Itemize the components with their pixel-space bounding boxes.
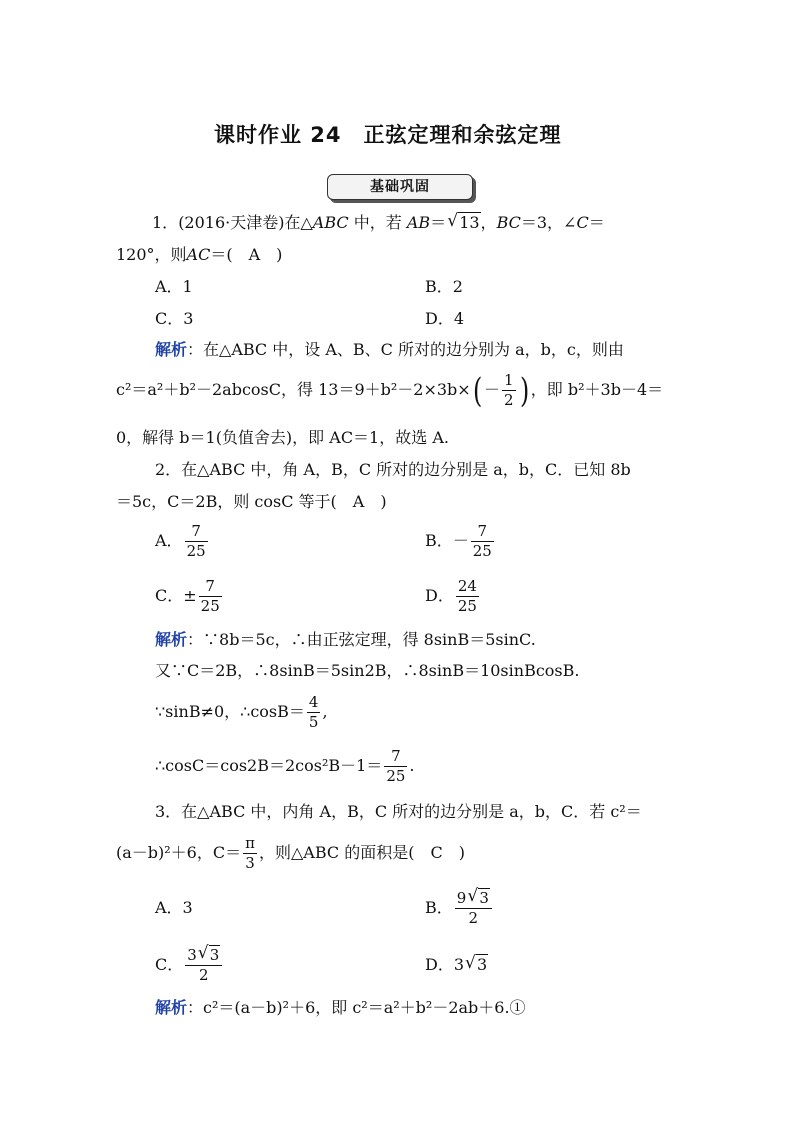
q2-sol-text: . bbox=[409, 756, 415, 775]
q1-solution-line3: 0，解得 b＝1(负值舍去)，即 AC＝1，故选 A. bbox=[116, 428, 449, 447]
q3-option-c bbox=[155, 944, 224, 986]
sqrt-13: √ 13 bbox=[447, 211, 480, 232]
option-label: C．± bbox=[155, 586, 197, 605]
fraction-pi-3: $\frac{\pi}{3}$ bbox=[245, 834, 255, 872]
q1-eq: ＝ bbox=[588, 213, 605, 232]
option-label: B． bbox=[425, 898, 453, 917]
q2-sol-text: , bbox=[322, 702, 328, 721]
q2-stem-line1: 2．在△ABC 中，角 A，B，C 所对的边分别是 a，b，C．已知 8b bbox=[155, 460, 631, 479]
q3-stem-line1: 3．在△ABC 中，内角 A，B，C 所对的边分别是 a，b，C．若 c²＝ bbox=[155, 802, 642, 821]
option-label: D． bbox=[425, 586, 454, 605]
q2-solution-line1 bbox=[155, 630, 536, 650]
q3-solution-line1 bbox=[155, 998, 526, 1018]
section-badge: 基础巩固 bbox=[327, 174, 473, 200]
q2-option-c bbox=[155, 577, 224, 616]
left-paren: ( bbox=[472, 370, 482, 411]
q1-ac: AC bbox=[186, 245, 211, 264]
q1-solution-line2: c²＝a²＋b²－2abcosC，得 13＝9＋b²－2×3b×( － $\frac{1}{2}$ ) ，即 b²＋3b－4＝ bbox=[116, 370, 664, 411]
q1-option-b: B．2 bbox=[425, 277, 463, 296]
q1-text: ＝3，∠ bbox=[520, 213, 577, 232]
q1-option-a: A．1 bbox=[155, 277, 193, 296]
q2-sol-text: ∴cosC＝cos2B＝2cos²B－1＝ bbox=[155, 756, 383, 775]
page-title: 课时作业 24 正弦定理和余弦定理 bbox=[214, 123, 562, 147]
fraction: 3 √ 3 2 bbox=[185, 946, 222, 985]
q2-solution-line3 bbox=[155, 692, 328, 732]
q3-option-d bbox=[425, 955, 488, 975]
q1-solution-line1 bbox=[155, 340, 624, 360]
fraction: $\frac{7}{25}$ bbox=[472, 522, 492, 560]
solution-label: 解析 bbox=[155, 630, 188, 649]
q1-text: ， bbox=[480, 213, 497, 232]
q1-sol-text: c²＝a²＋b²－2abcosC，得 13＝9＋b²－2×3b× bbox=[116, 380, 471, 399]
q2-stem-line2: ＝5c，C＝2B，则 cosC 等于( A ) bbox=[116, 492, 387, 511]
q1-angle-c: C bbox=[576, 213, 589, 232]
q1-text: 120°，则 bbox=[116, 245, 187, 264]
q3-text: ，则△ABC 的面积是( C ) bbox=[258, 843, 465, 862]
option-label: D．3 bbox=[425, 955, 465, 974]
fraction: 9 √ 3 2 bbox=[455, 889, 492, 928]
solution-label: 解析 bbox=[155, 998, 188, 1017]
q1-text: 在△ bbox=[284, 213, 313, 232]
solution-label: 解析 bbox=[155, 340, 188, 359]
fraction: $\frac{7}{25}$ bbox=[200, 577, 220, 615]
q1-option-c: C．3 bbox=[155, 309, 194, 328]
fraction-one-half: $\frac{1}{2}$ bbox=[503, 371, 514, 409]
right-paren: ) bbox=[519, 370, 529, 411]
q3-sol-text: ：c²＝(a－b)²＋6，即 c²＝a²＋b²－2ab＋6.① bbox=[187, 998, 526, 1017]
q2-solution-line4 bbox=[155, 746, 415, 786]
sqrt-3: √ 3 bbox=[465, 953, 488, 974]
option-label: B．－ bbox=[425, 531, 469, 550]
q1-bc: BC bbox=[496, 213, 521, 232]
q1-source: (2016·天津卷) bbox=[178, 213, 285, 232]
q2-option-d bbox=[425, 577, 481, 616]
q1-answer: ＝( A ) bbox=[210, 245, 283, 264]
q1-sol-text: ：在△ABC 中，设 A、B、C 所对的边分别为 a，b，c，则由 bbox=[187, 340, 624, 359]
q3-option-a: A．3 bbox=[155, 898, 193, 917]
q2-sol-text: ：∵8b＝5c，∴由正弦定理，得 8sinB＝5sinC. bbox=[187, 630, 536, 649]
q2-solution-line2: 又∵C＝2B，∴8sinB＝5sin2B，∴8sinB＝10sinBcosB. bbox=[155, 661, 580, 680]
fraction: $\frac{24}{25}$ bbox=[457, 577, 477, 615]
q1-number: 1． bbox=[152, 213, 179, 232]
q1-option-d: D．4 bbox=[425, 309, 465, 328]
q2-sol-text: ∵sinB≠0，∴cosB＝ bbox=[155, 702, 305, 721]
option-label: A． bbox=[155, 531, 183, 550]
fraction: $\frac{4}{5}$ bbox=[308, 693, 319, 731]
fraction: $\frac{7}{25}$ bbox=[186, 522, 206, 560]
q1-text: 中，若 bbox=[353, 213, 402, 232]
q3-text: (a－b)²＋6，C＝ bbox=[116, 843, 242, 862]
q2-option-b bbox=[425, 522, 496, 561]
q1-stem-line2 bbox=[116, 245, 282, 265]
q1-triangle: ABC bbox=[312, 213, 349, 232]
option-label: C． bbox=[155, 955, 184, 974]
q3-option-b bbox=[425, 887, 494, 929]
fraction: $\frac{7}{25}$ bbox=[386, 747, 406, 785]
q1-stem-line1 bbox=[152, 213, 605, 233]
q1-ab: AB bbox=[406, 213, 431, 232]
q2-option-a bbox=[155, 522, 210, 561]
q3-stem-line2 bbox=[116, 833, 465, 873]
q1-sol-text: ，即 b²＋3b－4＝ bbox=[530, 380, 664, 399]
q1-eq: ＝ bbox=[430, 213, 447, 232]
